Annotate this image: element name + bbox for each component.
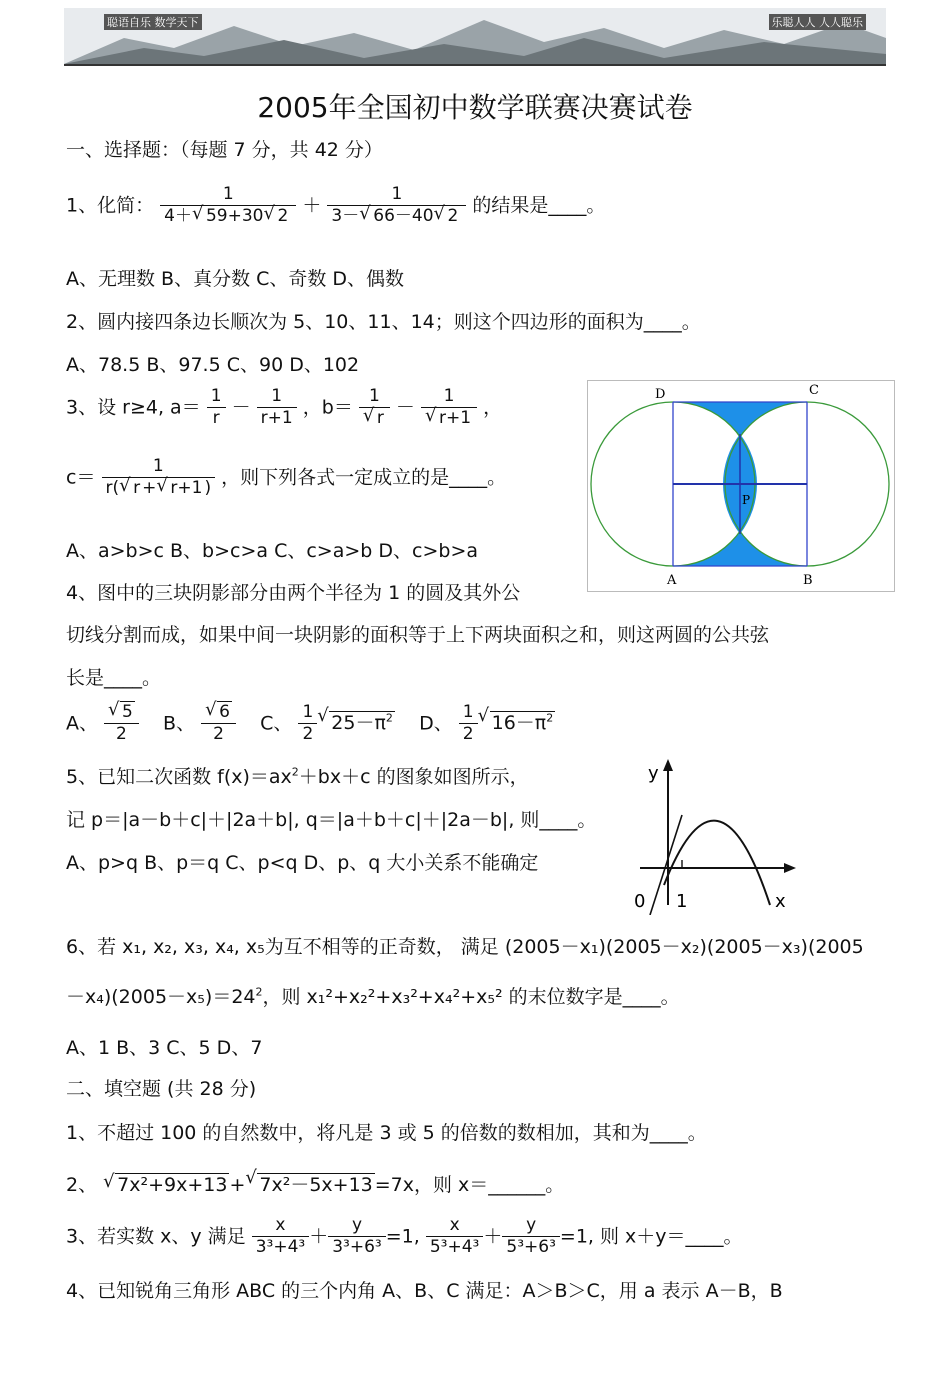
question-5-line-2: 记 p＝|a－b＋c|＋|2a＋b|, q＝|a＋b＋c|＋|2a－b|, 则____。: [66, 809, 597, 831]
f2-rad-2: 7x²－5x+13: [259, 1174, 373, 1196]
question-6-line-1: 6、若 x₁, x₂, x₃, x₄, x₅为互不相等的正奇数， 满足 (2005－x₁)(2005－x₂)(2005－x₃)(2005: [66, 936, 864, 958]
fill-question-2: [66, 1170, 564, 1197]
f3-eq-2: =1, 则 x＋y＝____。: [559, 1225, 743, 1248]
q1-f2-den-a: 3－: [331, 206, 360, 227]
q1-f2-num: 1: [327, 184, 466, 206]
f3-n3: x: [426, 1215, 484, 1237]
q3-c-suffix: ，则下列各式一定成立的是____。: [221, 466, 507, 489]
f2-suffix: =7x，则 x＝______。: [374, 1174, 565, 1196]
q3-c-num: 1: [102, 456, 216, 478]
f3-n4: y: [502, 1215, 560, 1237]
q1-plus: ＋: [302, 194, 322, 217]
q3-b2-den: r+1: [438, 408, 472, 429]
q4-C-num: 1: [298, 702, 317, 724]
fig1-label-C: C: [809, 383, 819, 398]
q4-opt-C: C、: [260, 712, 293, 735]
q3-minus-a: －: [231, 396, 251, 419]
f3-prefix: 3、若实数 x、y 满足: [66, 1225, 246, 1248]
section-choice-heading: 一、选择题：（每题 7 分，共 42 分）: [66, 139, 383, 161]
q5-line1-exp: 2: [291, 765, 299, 779]
q1-fraction-2: [327, 184, 466, 228]
q1-suffix: 的结果是____。: [472, 194, 606, 217]
q3-minus-b: －: [395, 396, 415, 419]
f3-n1: x: [252, 1215, 310, 1237]
q1-options: A、无理数 B、真分数 C、奇数 D、偶数: [66, 268, 405, 290]
section-fill-heading: 二、填空题 (共 28 分): [66, 1078, 257, 1100]
q4-opt-D: D、: [419, 712, 453, 735]
f2-rad-1: 7x²+9x+13: [117, 1174, 228, 1196]
q3-options: A、a>b>c B、b>c>a C、c>a>b D、c>b>a: [66, 540, 479, 562]
q3-a2-num: 1: [257, 386, 297, 408]
q4-opt-A: A、: [66, 712, 98, 735]
f3-d4: 5³+6³: [506, 1237, 556, 1258]
question-2: 2、圆内接四条边长顺次为 5、10、11、14；则这个四边形的面积为____。: [66, 311, 701, 333]
q4-D-rad: 16－π: [491, 712, 547, 735]
q1-prefix: 1、化简：: [66, 194, 155, 217]
q6-line2-a: －x₄)(2005－x₅)＝24: [66, 986, 256, 1008]
q4-opt-B: B、: [163, 712, 196, 735]
q4-C-rad: 25－π: [331, 712, 386, 735]
q1-f1-inner: 2: [277, 206, 289, 227]
q1-f1-rad: 59+30: [205, 206, 264, 227]
q4-D-num: 1: [459, 702, 478, 724]
q6-options: A、1 B、3 C、5 D、7: [66, 1037, 263, 1059]
f3-eq-1: =1,: [385, 1225, 420, 1248]
fill-question-4: 4、已知锐角三角形 ABC 的三个内角 A、B、C 满足：A＞B＞C，用 a 表示 A－B，B: [66, 1280, 783, 1302]
f3-d1: 3³+4³: [255, 1237, 306, 1258]
fig1-label-P: P: [742, 493, 751, 507]
graph-one-label: 1: [676, 891, 688, 912]
q1-f1-den-a: 4＋: [164, 206, 192, 227]
q1-f2-inner: 2: [447, 206, 459, 227]
fill-question-3: [66, 1215, 743, 1259]
q3-c-den-b: ): [204, 478, 212, 499]
q6-line2-exp: 2: [255, 985, 263, 999]
question-6-line-2: [66, 982, 680, 1009]
q4-B-den: 2: [213, 724, 224, 745]
f3-d2: 3³+6³: [332, 1237, 382, 1258]
question-4-line-2: 切线分割而成，如果中间一块阴影的面积等于上下两块面积之和，则这两圆的公共弦: [66, 624, 770, 646]
q2-options: A、78.5 B、97.5 C、90 D、102: [66, 354, 360, 376]
f2-prefix: 2、: [66, 1174, 98, 1196]
q3-comma: ，: [483, 396, 503, 419]
q3-c-den-a: r(: [105, 478, 120, 499]
question-5-line-1: [66, 762, 529, 789]
q4-C-den: 2: [302, 724, 314, 745]
fig1-label-D: D: [655, 387, 666, 402]
q3-a2-den: r+1: [260, 408, 293, 429]
banner-left-text: 聪语自乐 数学天下: [104, 14, 202, 30]
f3-plus-2: ＋: [483, 1225, 503, 1248]
q3-b-prefix: ，b＝: [302, 396, 353, 419]
q3-c-den-r1: r: [133, 478, 141, 499]
q1-fraction-1: [160, 184, 296, 228]
q3-prefix: 3、设 r≥4, a＝: [66, 396, 201, 419]
graph-x-label: x: [775, 891, 786, 912]
graph-y-label: y: [648, 763, 659, 784]
q4-A-den: 2: [116, 724, 127, 745]
q4-D-den: 2: [462, 724, 474, 745]
f3-n2: y: [328, 1215, 386, 1237]
q3-a1-num: 1: [207, 386, 226, 408]
banner-right-text: 乐聪人人 人人聪乐: [769, 14, 867, 30]
q3-a1-den: r: [212, 408, 220, 429]
q4-options: [66, 702, 555, 746]
q1-f1-num: 1: [160, 184, 296, 206]
q5-line1-a: 5、已知二次函数 f(x)＝ax: [66, 766, 292, 788]
q3-b1-num: 1: [359, 386, 390, 408]
f3-plus-1: ＋: [309, 1225, 329, 1248]
q5-line1-b: ＋bx＋c 的图象如图所示，: [298, 766, 529, 788]
q5-options: A、p>q B、p＝q C、p<q D、p、q 大小关系不能确定: [66, 852, 539, 874]
question-3-c: [66, 456, 506, 500]
question-1: [66, 184, 605, 228]
q3-c-den-r2: r+1: [170, 478, 203, 499]
q3-c-den-plus: +: [142, 478, 157, 499]
f2-plus: +: [229, 1174, 246, 1196]
question-4-line-3: 长是____。: [66, 667, 162, 689]
two-circles-figure: [587, 380, 895, 592]
f3-d3: 5³+4³: [429, 1237, 480, 1258]
q4-D-exp: 2: [546, 711, 554, 725]
question-3: [66, 386, 502, 430]
question-4-line-1: 4、图中的三块阴影部分由两个半径为 1 的圆及其外公: [66, 582, 521, 604]
parabola-graph: [620, 755, 800, 915]
q4-A-rad: 5: [122, 702, 133, 722]
graph-origin-label: 0: [634, 891, 646, 912]
q4-C-exp: 2: [385, 711, 393, 725]
q1-f2-rad: 66－40: [373, 206, 434, 227]
q6-line2-b: ，则 x₁²+x₂²+x₃²+x₄²+x₅² 的末位数字是____。: [262, 986, 680, 1008]
fill-question-1: 1、不超过 100 的自然数中，将凡是 3 或 5 的倍数的数相加，其和为____。: [66, 1122, 707, 1144]
fig1-label-B: B: [803, 573, 813, 588]
header-banner: [64, 8, 886, 66]
q3-b1-den: r: [376, 408, 384, 429]
page-title: 2005年全国初中数学联赛决赛试卷: [257, 91, 693, 124]
fig1-label-A: A: [667, 573, 677, 588]
q4-B-rad: 6: [219, 702, 230, 722]
q3-c-prefix: c＝: [66, 466, 96, 489]
q3-b2-num: 1: [421, 386, 477, 408]
